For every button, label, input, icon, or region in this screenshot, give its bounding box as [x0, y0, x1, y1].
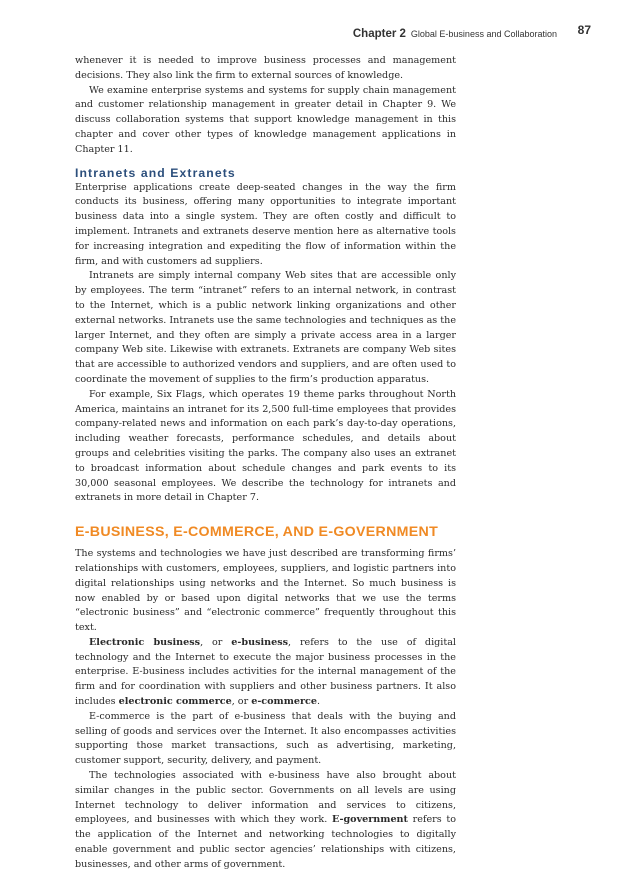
paragraph: Intranets are simply internal company Web sites that are accessible only by employees. The term “intranet” refers to an internal network, in contrast to the Internet, which is a public network linking organizations and other external networks. Intranets use the same technologies and techniques as the larger Internet, and they often are simply a private access area in a larger company Web site. Likewise with extranets. Extranets are company Web sites that are accessible to authorized vendors and suppliers, and are often used to coordinate the movement of supplies to the firm’s production apparatus. [75, 270, 456, 385]
chapter-number: Chapter 2 [352, 28, 406, 40]
paragraph: Enterprise applications create deep-seated changes in the way the firm conducts its business, offering many opportunities to integrate important business data into a single system. They are often costly and difficult to implement. Intranets and extranets deserve mention here as alternative tools for increasing integration and expediting the flow of information within the firm, and with customers ad suppliers. [75, 181, 456, 267]
key-term: E-government [332, 814, 408, 826]
text-run: refers to the application of the Internet and networking technologies to digitally enable government and public sector agencies’ relationships with citizens, businesses, and other arms of government. [75, 814, 456, 870]
text-column [75, 54, 456, 873]
key-term: Electronic business [89, 636, 201, 648]
text-run: , or [231, 696, 252, 708]
chapter-title: Global E-business and Collaboration [410, 29, 557, 39]
key-term: e-commerce [251, 696, 317, 708]
running-header [0, 22, 625, 42]
text-run: , or [200, 636, 232, 648]
section-heading: E-BUSINESS, E-COMMERCE, AND E-GOVERNMENT [75, 524, 439, 541]
text-run: . [316, 696, 321, 708]
paragraph-definition [75, 769, 456, 873]
subsection-heading: Intranets and Extranets [75, 165, 236, 180]
chapter-label [353, 24, 557, 42]
paragraph: The systems and technologies we have just described are transforming firms’ relationships with customers, employees, suppliers, and logistic partners into digital relationships using networks and the Internet. So much business is now enabled by or based upon digital networks that we use the terms “electronic business” and “electronic commerce” frequently throughout this text. [75, 548, 456, 634]
paragraph: whenever it is needed to improve business processes and management decisions. They also link the firm to external sources of knowledge. [75, 55, 456, 81]
paragraph: We examine enterprise systems and systems for supply chain management and customer relationship management in greater detail in Chapter 9. We discuss collaboration systems that support knowledge management in this chapter and cover other types of knowledge management applications in Chapter 11. [75, 84, 456, 155]
page-number: 87 [577, 23, 591, 37]
text-run: , refers to the use of digital technology and the Internet to execute the major business processes in the enterprise. E-business includes activities for the internal management of the firm and for coordination with suppliers and other business partners. It also includes [75, 636, 456, 708]
paragraph: E-commerce is the part of e-business that deals with the buying and selling of goods and services over the Internet. It also encompasses activities supporting those market transactions, such as advertising, marketing, customer support, security, delivery, and payment. [75, 710, 456, 767]
key-term: e-business [231, 636, 288, 648]
paragraph: For example, Six Flags, which operates 19 theme parks throughout North America, maintains an intranet for its 2,500 full-time employees that provides company-related news and information on each park’s day-to-day operations, including weather forecasts, performance schedules, and details about groups and celebrities visiting the parks. The company also uses an extranet to broadcast information about schedule changes and park events to its 30,000 seasonal employees. We describe the technology for intranets and extranets in more detail in Chapter 7. [75, 388, 456, 504]
text-run: The technologies associated with e-business have also brought about similar changes in the public sector. Governments on all levels are using Internet technology to deliver information and services to citizens, employees, and businesses with which they work. [75, 770, 456, 826]
paragraph-definition [75, 636, 456, 710]
key-term: electronic commerce [118, 696, 232, 708]
